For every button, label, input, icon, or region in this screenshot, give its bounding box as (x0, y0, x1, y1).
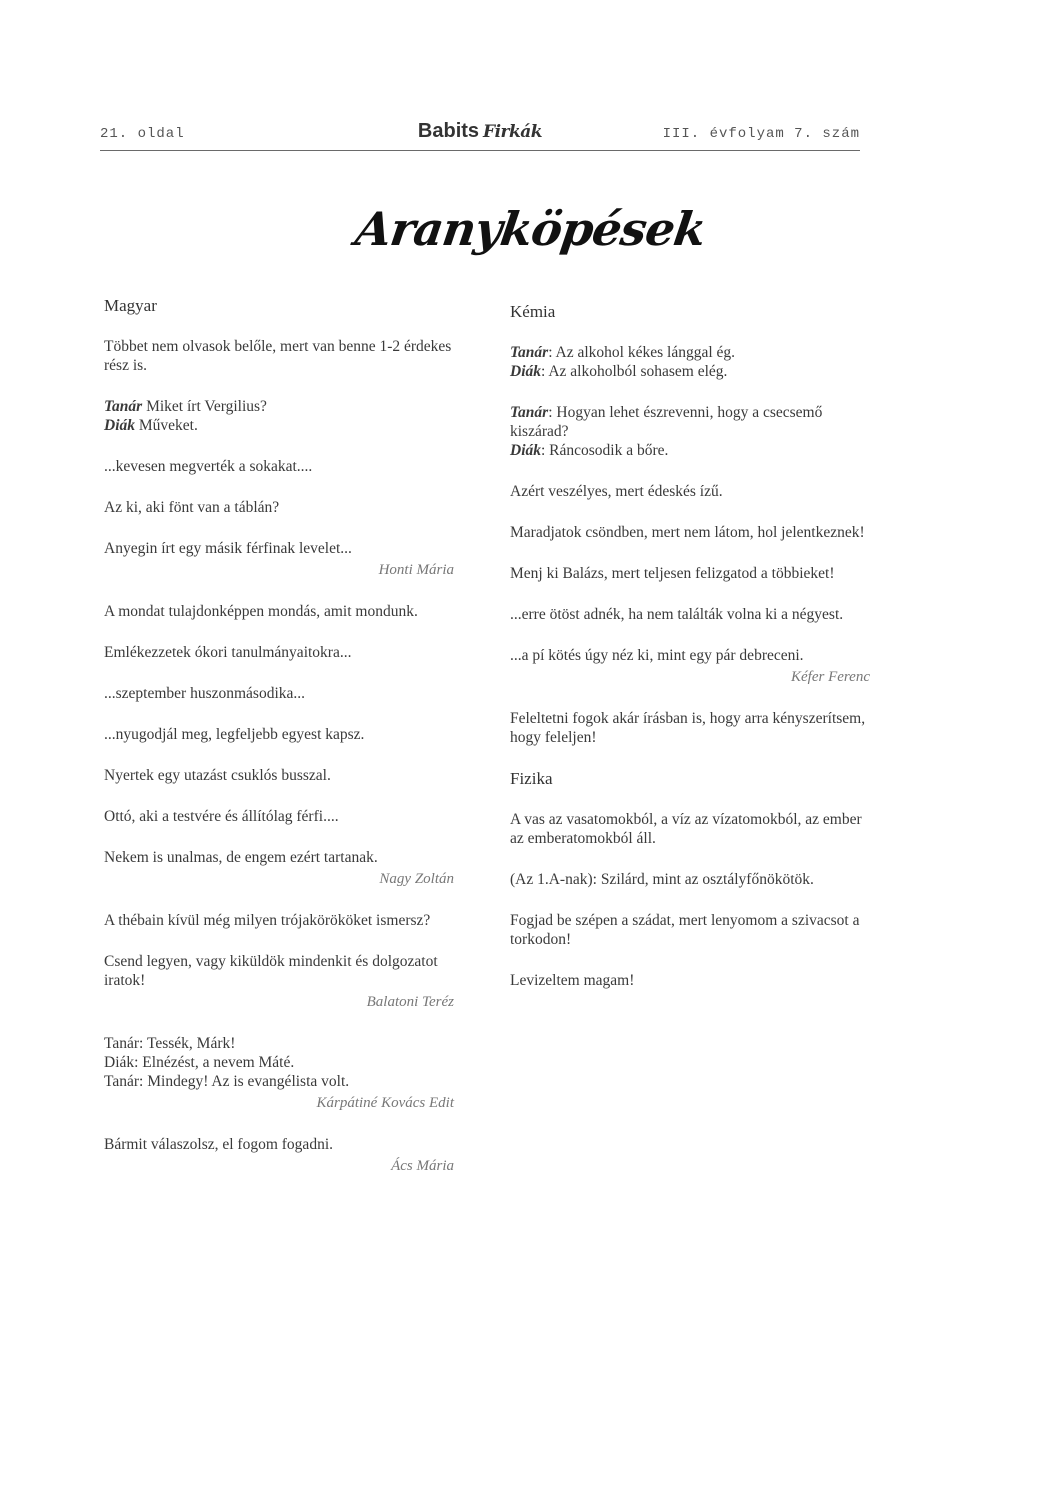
speaker-label: Diák (510, 363, 541, 380)
kemia-items (510, 343, 870, 747)
quote-author: Kárpátiné Kovács Edit (316, 1095, 454, 1111)
dialogue-line: Diák: Elnézést, a nevem Máté. (104, 1054, 295, 1071)
quote-item (104, 397, 454, 435)
quote-item (104, 602, 454, 621)
quote-author: Kéfer Ferenc (791, 669, 870, 685)
fizika-items (510, 810, 870, 990)
speaker-label: Tanár (510, 404, 549, 421)
quote-text: A thébain kívül még milyen trójakörököket ismersz? (104, 912, 431, 929)
dialogue-line: Tanár Miket írt Vergilius? (104, 398, 267, 415)
section-heading-fizika: Fizika (510, 769, 553, 788)
left-column (104, 296, 454, 1198)
dialogue-line: Tanár: Az alkohol kékes lánggal ég. (510, 344, 736, 361)
quote-text: Nekem is unalmas, de engem ezért tartanak. (104, 849, 378, 866)
right-column (510, 296, 870, 1012)
section-heading-magyar: Magyar (104, 296, 157, 315)
quote-author: Honti Mária (378, 562, 454, 578)
quote-item (104, 643, 454, 662)
quote-item (510, 343, 870, 381)
quote-text: ...nyugodjál meg, legfeljebb egyest kapsz. (104, 726, 365, 743)
quote-author: Nagy Zoltán (379, 871, 454, 887)
quote-text: Fogjad be szépen a szádat, mert lenyomom a szivacsot a torkodon! (510, 912, 860, 948)
quote-item (104, 725, 454, 744)
quote-item (104, 766, 454, 785)
issue-number: III. évfolyam 7. szám (662, 126, 860, 142)
quote-item (510, 709, 870, 747)
section-heading-kemia: Kémia (510, 302, 556, 321)
quote-text: Többet nem olvasok belőle, mert van benne 1-2 érdekes rész is. (104, 338, 452, 374)
quote-text: Ottó, aki a testvére és állítólag férfi.... (104, 808, 339, 825)
dialogue-line: Tanár: Hogyan lehet észrevenni, hogy a csecsemő kiszárad? (510, 404, 823, 440)
speaker-label: Diák (510, 442, 541, 459)
quote-text: ...kevesen megverték a sokakat.... (104, 458, 313, 475)
speaker-label: Diák (104, 417, 135, 434)
quote-item (104, 1034, 454, 1113)
quote-item (104, 952, 454, 1012)
quote-item (510, 911, 870, 949)
quote-text: Menj ki Balázs, mert teljesen felizgatod a többieket! (510, 565, 835, 582)
quote-item (104, 337, 454, 375)
quote-item (510, 564, 870, 583)
quote-text: Az ki, aki fönt van a táblán? (104, 499, 280, 516)
quote-item (510, 523, 870, 542)
dialogue-line: Tanár: Tessék, Márk! (104, 1035, 236, 1052)
quote-item (510, 870, 870, 889)
quote-item (510, 605, 870, 624)
quote-item (104, 498, 454, 517)
quote-text: A mondat tulajdonképpen mondás, amit mondunk. (104, 603, 418, 620)
speaker-label: Tanár (104, 398, 143, 415)
page-number: 21. oldal (100, 126, 185, 142)
quote-item (104, 684, 454, 703)
quote-author: Balatoni Teréz (366, 994, 454, 1010)
dialogue-line: Tanár: Mindegy! Az is evangélista volt. (104, 1073, 350, 1090)
quote-item (104, 1135, 454, 1176)
quote-item (104, 848, 454, 889)
left-items (104, 337, 454, 1176)
quote-author: Ács Mária (391, 1158, 454, 1174)
quote-item (104, 911, 454, 930)
page-header (100, 120, 860, 151)
dialogue-line: Diák: Ráncosodik a bőre. (510, 442, 669, 459)
quote-text: Maradjatok csöndben, mert nem látom, hol jelentkeznek! (510, 524, 865, 541)
quote-item (104, 539, 454, 580)
quote-text: Bármit válaszolsz, el fogom fogadni. (104, 1136, 333, 1153)
quote-text: ...szeptember huszonmásodika... (104, 685, 306, 702)
quote-text: A vas az vasatomokból, a víz az vízatomokból, az ember az emberatomokból áll. (510, 811, 862, 847)
quote-text: Csend legyen, vagy kiküldök mindenkit és dolgozatot iratok! (104, 953, 438, 989)
quote-text: Emlékezzetek ókori tanulmányaitokra... (104, 644, 352, 661)
quote-item (510, 971, 870, 990)
quote-text: Azért veszélyes, mert édeskés ízű. (510, 483, 723, 500)
quote-text: ...erre ötöst adnék, ha nem találták volna ki a négyest. (510, 606, 844, 623)
quote-text: ...a pí kötés úgy néz ki, mint egy pár debreceni. (510, 647, 804, 664)
quote-item (510, 810, 870, 848)
page-title: Aranyköpések (352, 202, 709, 256)
quote-item (104, 457, 454, 476)
quote-text: (Az 1.A-nak): Szilárd, mint az osztályfőnökötök. (510, 871, 814, 888)
quote-text: Levizeltem magam! (510, 972, 635, 989)
brand-script: Firkák (483, 122, 543, 142)
dialogue-line: Diák: Az alkoholból sohasem elég. (510, 363, 728, 380)
quote-item (510, 403, 870, 460)
quote-item (510, 482, 870, 501)
quote-item (104, 807, 454, 826)
dialogue-line: Diák Műveket. (104, 417, 198, 434)
quote-text: Nyertek egy utazást csuklós busszal. (104, 767, 331, 784)
quote-text: Anyegin írt egy másik férfinak levelet... (104, 540, 352, 557)
speaker-label: Tanár (510, 344, 549, 361)
quote-text: Feleltetni fogok akár írásban is, hogy arra kényszerítsem, hogy feleljen! (510, 710, 866, 746)
quote-item (510, 646, 870, 687)
brand-main: Babits (417, 120, 480, 142)
